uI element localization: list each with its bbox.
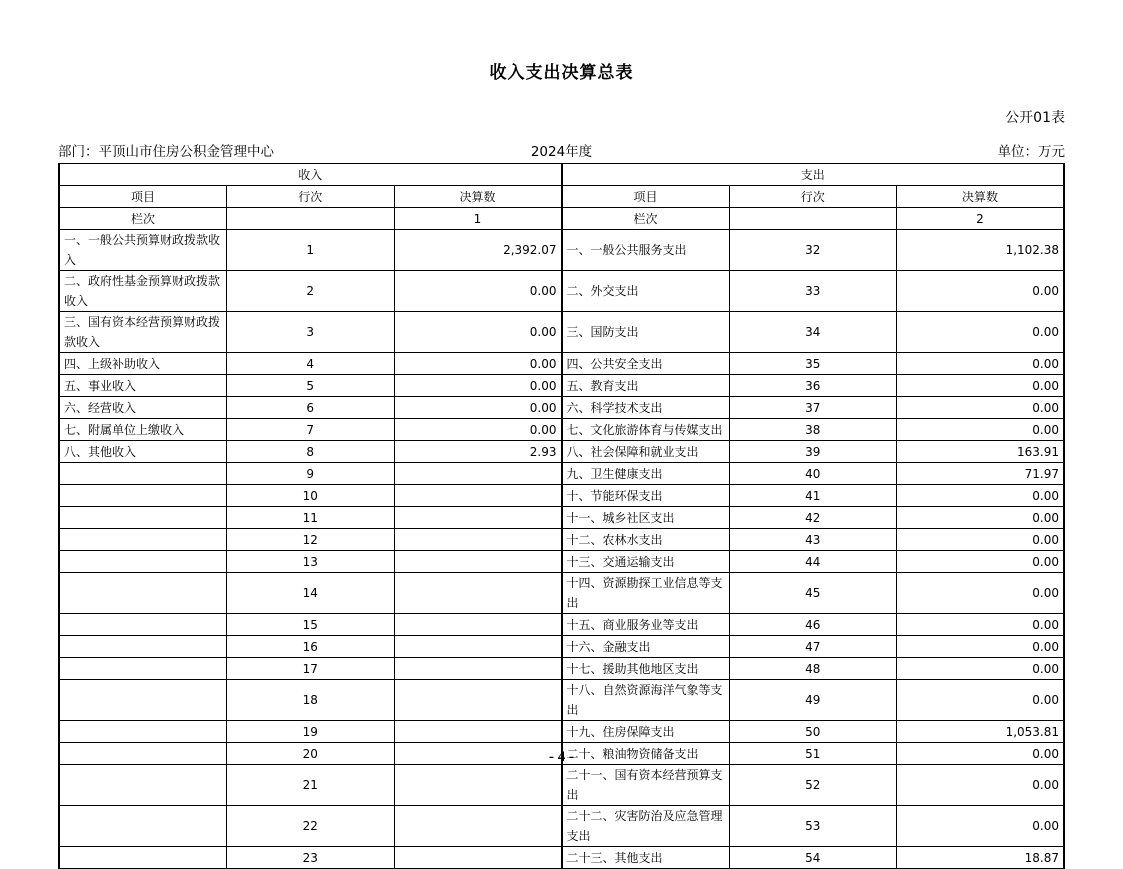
expenditure-amount-value: 1,102.38 xyxy=(897,230,1065,271)
income-line-number: 14 xyxy=(227,573,395,614)
expenditure-item-name: 八、社会保障和就业支出 xyxy=(562,441,730,463)
expenditure-item-name: 九、卫生健康支出 xyxy=(562,463,730,485)
expenditure-line-number: 35 xyxy=(729,353,897,375)
expenditure-amount-value: 163.91 xyxy=(897,441,1065,463)
income-amount-value xyxy=(394,680,562,721)
income-line-number: 5 xyxy=(227,375,395,397)
income-amount-value: 0.00 xyxy=(394,419,562,441)
income-line-number: 20 xyxy=(227,743,395,765)
income-item-name xyxy=(59,614,227,636)
expenditure-item-name: 三、国防支出 xyxy=(562,312,730,353)
table-row xyxy=(59,551,1064,573)
table-row xyxy=(59,680,1064,721)
expenditure-item-name: 十九、住房保障支出 xyxy=(562,721,730,743)
expenditure-line-number: 49 xyxy=(729,680,897,721)
expenditure-item-name: 十、节能环保支出 xyxy=(562,485,730,507)
income-line-number: 4 xyxy=(227,353,395,375)
expenditure-side-header: 支出 xyxy=(562,164,1065,186)
income-item-name: 四、上级补助收入 xyxy=(59,353,227,375)
expenditure-item-name: 二十二、灾害防治及应急管理支出 xyxy=(562,806,730,847)
income-column-item-header: 项目 xyxy=(59,186,227,208)
table-lane-row xyxy=(59,208,1064,230)
expenditure-item-name: 二十一、国有资本经营预算支出 xyxy=(562,765,730,806)
expenditure-amount-value: 71.97 xyxy=(897,463,1065,485)
expenditure-amount-value: 0.00 xyxy=(897,743,1065,765)
income-item-name xyxy=(59,680,227,721)
expenditure-amount-value: 0.00 xyxy=(897,806,1065,847)
income-line-number: 2 xyxy=(227,271,395,312)
unit-label: 单位：万元 xyxy=(997,144,1065,160)
table-row xyxy=(59,847,1064,869)
income-line-number: 6 xyxy=(227,397,395,419)
income-amount-value xyxy=(394,765,562,806)
income-line-number: 12 xyxy=(227,529,395,551)
expenditure-amount-value: 0.00 xyxy=(897,271,1065,312)
income-amount-value xyxy=(394,658,562,680)
income-line-number: 3 xyxy=(227,312,395,353)
table-row xyxy=(59,507,1064,529)
expenditure-amount-value: 0.00 xyxy=(897,507,1065,529)
table-row xyxy=(59,312,1064,353)
table-column-header-row xyxy=(59,186,1064,208)
expenditure-line-number: 50 xyxy=(729,721,897,743)
sheet-label: 公开01表 xyxy=(1005,110,1065,126)
expenditure-amount-value: 0.00 xyxy=(897,658,1065,680)
expenditure-line-number: 43 xyxy=(729,529,897,551)
expenditure-line-number: 36 xyxy=(729,375,897,397)
expenditure-lane-number: 2 xyxy=(897,208,1065,230)
expenditure-column-item-header: 项目 xyxy=(562,186,730,208)
table-row xyxy=(59,397,1064,419)
income-amount-value: 2.93 xyxy=(394,441,562,463)
expenditure-amount-value: 1,053.81 xyxy=(897,721,1065,743)
expenditure-line-number: 33 xyxy=(729,271,897,312)
income-line-number: 19 xyxy=(227,721,395,743)
income-line-number: 16 xyxy=(227,636,395,658)
income-column-line-header: 行次 xyxy=(227,186,395,208)
income-line-number: 1 xyxy=(227,230,395,271)
table-row xyxy=(59,573,1064,614)
expenditure-item-name: 七、文化旅游体育与传媒支出 xyxy=(562,419,730,441)
expenditure-amount-value: 0.00 xyxy=(897,375,1065,397)
expenditure-amount-value: 0.00 xyxy=(897,636,1065,658)
table-row xyxy=(59,806,1064,847)
income-line-number: 23 xyxy=(227,847,395,869)
expenditure-line-number: 53 xyxy=(729,806,897,847)
table-row xyxy=(59,230,1064,271)
expenditure-item-name: 十五、商业服务业等支出 xyxy=(562,614,730,636)
income-item-name xyxy=(59,551,227,573)
expenditure-line-number: 52 xyxy=(729,765,897,806)
expenditure-amount-value: 0.00 xyxy=(897,397,1065,419)
expenditure-line-number: 51 xyxy=(729,743,897,765)
income-amount-value: 2,392.07 xyxy=(394,230,562,271)
income-item-name: 六、经营收入 xyxy=(59,397,227,419)
expenditure-item-name: 十七、援助其他地区支出 xyxy=(562,658,730,680)
table-row xyxy=(59,441,1064,463)
expenditure-amount-value: 0.00 xyxy=(897,312,1065,353)
income-item-name xyxy=(59,463,227,485)
expenditure-item-name: 十三、交通运输支出 xyxy=(562,551,730,573)
income-line-number: 15 xyxy=(227,614,395,636)
table-row xyxy=(59,721,1064,743)
table-row xyxy=(59,271,1064,312)
income-line-number: 18 xyxy=(227,680,395,721)
expenditure-amount-value: 0.00 xyxy=(897,419,1065,441)
income-item-name xyxy=(59,847,227,869)
income-line-number: 21 xyxy=(227,765,395,806)
income-item-name: 三、国有资本经营预算财政拨款收入 xyxy=(59,312,227,353)
page-title: 收入支出决算总表 xyxy=(489,63,634,83)
expenditure-item-name: 十六、金融支出 xyxy=(562,636,730,658)
expenditure-line-number: 41 xyxy=(729,485,897,507)
table-row xyxy=(59,658,1064,680)
income-amount-value: 0.00 xyxy=(394,271,562,312)
expenditure-amount-value: 18.87 xyxy=(897,847,1065,869)
expenditure-amount-value: 0.00 xyxy=(897,765,1065,806)
income-item-name xyxy=(59,573,227,614)
expenditure-item-name: 四、公共安全支出 xyxy=(562,353,730,375)
income-lane-number: 1 xyxy=(394,208,562,230)
income-amount-value xyxy=(394,847,562,869)
expenditure-line-number: 46 xyxy=(729,614,897,636)
income-item-name: 五、事业收入 xyxy=(59,375,227,397)
expenditure-item-name: 十八、自然资源海洋气象等支出 xyxy=(562,680,730,721)
expenditure-lane-label: 栏次 xyxy=(562,208,730,230)
expenditure-line-number: 48 xyxy=(729,658,897,680)
table-row xyxy=(59,419,1064,441)
table-row xyxy=(59,765,1064,806)
income-item-name xyxy=(59,765,227,806)
expenditure-amount-value: 0.00 xyxy=(897,614,1065,636)
expenditure-line-number: 42 xyxy=(729,507,897,529)
income-amount-value xyxy=(394,573,562,614)
income-amount-value xyxy=(394,551,562,573)
page-number: - 4 - xyxy=(549,749,574,765)
income-amount-value xyxy=(394,721,562,743)
expenditure-item-name: 十一、城乡社区支出 xyxy=(562,507,730,529)
income-amount-value: 0.00 xyxy=(394,353,562,375)
income-line-number: 9 xyxy=(227,463,395,485)
income-line-number: 8 xyxy=(227,441,395,463)
income-line-number: 17 xyxy=(227,658,395,680)
expenditure-amount-value: 0.00 xyxy=(897,529,1065,551)
expenditure-item-name: 五、教育支出 xyxy=(562,375,730,397)
expenditure-line-number: 54 xyxy=(729,847,897,869)
expenditure-line-number: 44 xyxy=(729,551,897,573)
expenditure-amount-value: 0.00 xyxy=(897,551,1065,573)
income-amount-value xyxy=(394,485,562,507)
income-item-name xyxy=(59,529,227,551)
table-row xyxy=(59,529,1064,551)
income-line-number: 10 xyxy=(227,485,395,507)
income-lane-blank xyxy=(227,208,395,230)
income-line-number: 13 xyxy=(227,551,395,573)
income-amount-value: 0.00 xyxy=(394,375,562,397)
income-lane-label: 栏次 xyxy=(59,208,227,230)
income-amount-value xyxy=(394,614,562,636)
income-item-name xyxy=(59,636,227,658)
expenditure-line-number: 45 xyxy=(729,573,897,614)
fiscal-year-label: 2024年度 xyxy=(530,144,593,160)
expenditure-amount-value: 0.00 xyxy=(897,353,1065,375)
expenditure-line-number: 38 xyxy=(729,419,897,441)
income-item-name xyxy=(59,507,227,529)
income-item-name xyxy=(59,806,227,847)
expenditure-line-number: 34 xyxy=(729,312,897,353)
expenditure-line-number: 37 xyxy=(729,397,897,419)
income-column-amount-header: 决算数 xyxy=(394,186,562,208)
income-amount-value xyxy=(394,529,562,551)
expenditure-item-name: 一、一般公共服务支出 xyxy=(562,230,730,271)
income-amount-value xyxy=(394,636,562,658)
expenditure-column-line-header: 行次 xyxy=(729,186,897,208)
expenditure-line-number: 40 xyxy=(729,463,897,485)
income-item-name: 二、政府性基金预算财政拨款收入 xyxy=(59,271,227,312)
expenditure-amount-value: 0.00 xyxy=(897,573,1065,614)
table-meta-row xyxy=(58,140,1065,158)
income-item-name: 一、一般公共预算财政拨款收入 xyxy=(59,230,227,271)
table-row xyxy=(59,463,1064,485)
expenditure-amount-value: 0.00 xyxy=(897,680,1065,721)
table-row xyxy=(59,614,1064,636)
expenditure-line-number: 39 xyxy=(729,441,897,463)
income-amount-value xyxy=(394,463,562,485)
income-line-number: 22 xyxy=(227,806,395,847)
expenditure-item-name: 十二、农林水支出 xyxy=(562,529,730,551)
income-item-name xyxy=(59,658,227,680)
expenditure-line-number: 47 xyxy=(729,636,897,658)
expenditure-item-name: 二、外交支出 xyxy=(562,271,730,312)
expenditure-line-number: 32 xyxy=(729,230,897,271)
income-side-header: 收入 xyxy=(59,164,562,186)
expenditure-amount-value: 0.00 xyxy=(897,485,1065,507)
income-item-name: 八、其他收入 xyxy=(59,441,227,463)
income-amount-value: 0.00 xyxy=(394,312,562,353)
income-item-name xyxy=(59,485,227,507)
expenditure-item-name: 十四、资源勘探工业信息等支出 xyxy=(562,573,730,614)
expenditure-lane-blank xyxy=(729,208,897,230)
income-amount-value xyxy=(394,507,562,529)
table-side-header-row xyxy=(59,164,1064,186)
expenditure-item-name: 二十三、其他支出 xyxy=(562,847,730,869)
income-item-name xyxy=(59,721,227,743)
table-row xyxy=(59,375,1064,397)
income-item-name: 七、附属单位上缴收入 xyxy=(59,419,227,441)
department-label: 部门：平顶山市住房公积金管理中心 xyxy=(58,144,274,160)
income-line-number: 11 xyxy=(227,507,395,529)
table-row xyxy=(59,636,1064,658)
expenditure-item-name: 六、科学技术支出 xyxy=(562,397,730,419)
income-line-number: 7 xyxy=(227,419,395,441)
table-row xyxy=(59,353,1064,375)
income-amount-value xyxy=(394,806,562,847)
income-amount-value: 0.00 xyxy=(394,397,562,419)
expenditure-column-amount-header: 决算数 xyxy=(897,186,1065,208)
table-row xyxy=(59,485,1064,507)
expenditure-item-name: 二十、粮油物资储备支出 xyxy=(562,743,730,765)
